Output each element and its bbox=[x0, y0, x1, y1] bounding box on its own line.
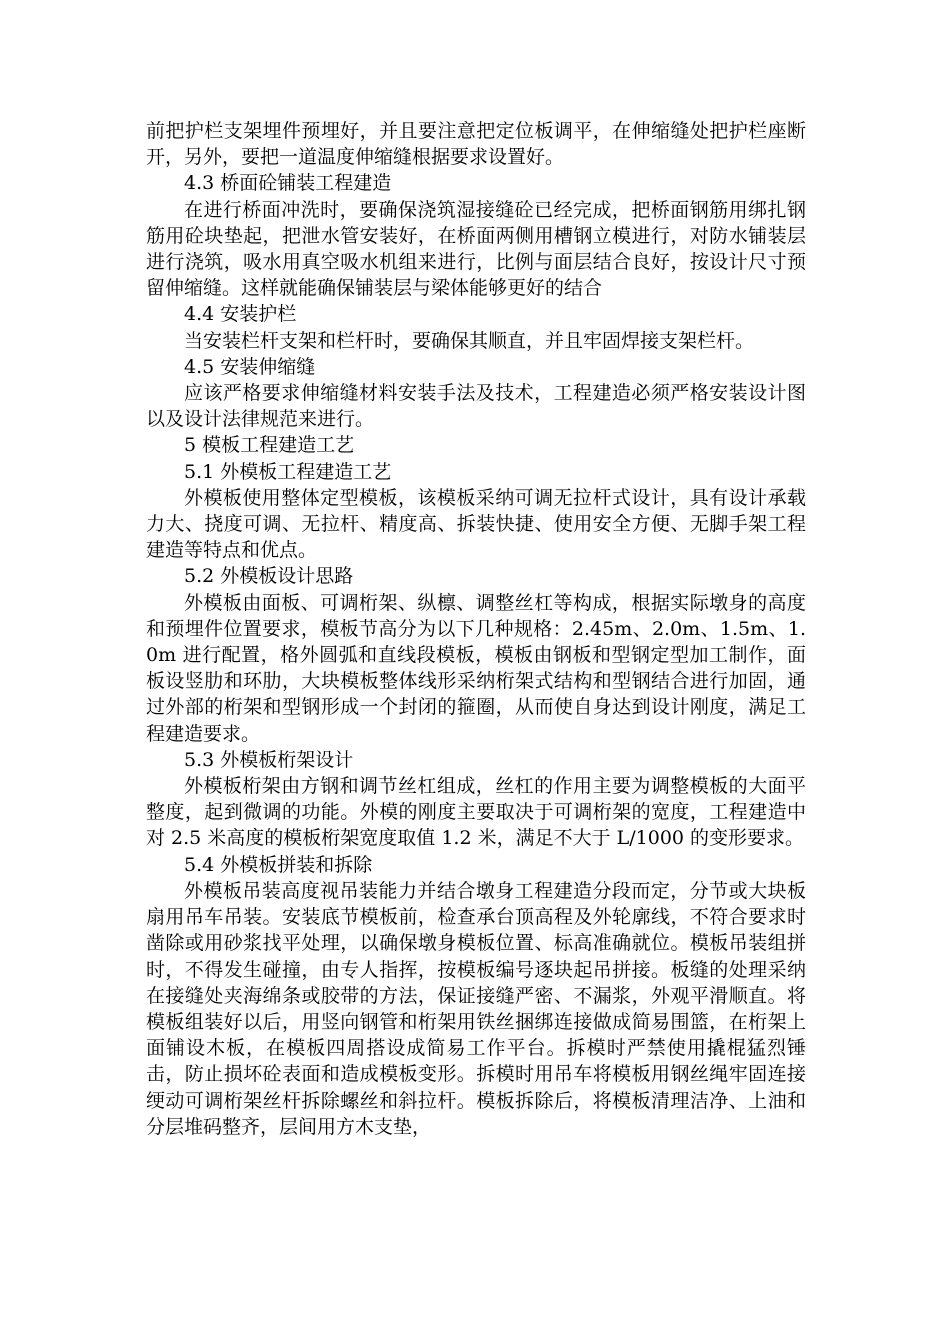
paragraph-continuation: 前把护栏支架埋件预埋好，并且要注意把定位板调平，在伸缩缝处把护栏座断开，另外，要把一道温度伸缩缝根据要求设置好。 bbox=[146, 120, 806, 169]
section-heading-4-5: 4.5 安装伸缩缝 bbox=[184, 355, 316, 378]
paragraph: 应该严格要求伸缩缝材料安装手法及技术，工程建造必须严格安装设计图以及设计法律规范来进行。 bbox=[146, 382, 806, 431]
section-heading-5-1: 5.1 外模板工程建造工艺 bbox=[184, 460, 392, 483]
section-heading-4-3: 4.3 桥面砼铺装工程建造 bbox=[184, 172, 392, 195]
paragraph: 外模板由面板、可调桁架、纵檩、调整丝杠等构成，根据实际墩身的高度和预埋件位置要求，模板节高分为以下几种规格：2.45m、2.0m、1.5m、1.0m 进行配置，格外圆弧和直线段模板，模板由钢板和型钢定型加工制作，面板设竖肋和环肋，大块模板整体线形采纳桁架式结构和型钢结合进行加固，通过外部的桁架和型钢形成一个封闭的箍圈，从而使自身达到设计刚度，满足工程建造要求。 bbox=[146, 591, 806, 745]
paragraph: 外模板桁架由方钢和调节丝杠组成，丝杠的作用主要为调整模板的大面平整度，起到微调的功能。外模的刚度主要取决于可调桁架的宽度，工程建造中对 2.5 米高度的模板桁架宽度取值 1.2 米，满足不大于 L/1000 的变形要求。 bbox=[146, 775, 806, 850]
section-heading-5-4: 5.4 外模板拼装和拆除 bbox=[184, 853, 373, 876]
section-heading-5-3: 5.3 外模板桁架设计 bbox=[184, 748, 354, 771]
document-page bbox=[146, 118, 806, 1140]
section-heading-5: 5 模板工程建造工艺 bbox=[184, 434, 355, 457]
paragraph: 当安装栏杆支架和栏杆时，要确保其顺直，并且牢固焊接支架栏杆。 bbox=[184, 329, 755, 352]
paragraph: 外模板使用整体定型模板，该模板采纳可调无拉杆式设计，具有设计承载力大、挠度可调、无拉杆、精度高、拆装快捷、使用安全方便、无脚手架工程建造等特点和优点。 bbox=[146, 486, 806, 562]
section-heading-5-2: 5.2 外模板设计思路 bbox=[184, 565, 354, 588]
paragraph: 外模板吊装高度视吊装能力并结合墩身工程建造分段而定，分节或大块板扇用吊车吊装。安装底节模板前，检查承台顶高程及外轮廓线，不符合要求时凿除或用砂浆找平处理，以确保墩身模板位置、标高准确就位。模板吊装组拼时，不得发生碰撞，由专人指挥，按模板编号逐块起吊拼接。板缝的处理采纳在接缝处夹海绵条或胶带的方法，保证接缝严密、不漏浆，外观平滑顺直。将模板组装好以后，用竖向钢管和桁架用铁丝捆绑连接做成简易围篮，在桁架上面铺设木板，在模板四周搭设成简易工作平台。拆模时严禁使用撬棍猛烈锤击，防止损坏砼表面和造成模板变形。拆模时用吊车将模板用钢丝绳牢固连接绠动可调桁架丝杆拆除螺丝和斜拉杆。模板拆除后，将模板清理洁净、上油和分层堆码整齐，层间用方木支垫， bbox=[146, 879, 806, 1138]
section-heading-4-4: 4.4 安装护栏 bbox=[184, 303, 297, 326]
paragraph: 在进行桥面冲洗时，要确保浇筑湿接缝砼已经完成，把桥面钢筋用绑扎钢筋用砼块垫起，把泄水管安装好，在桥面两侧用槽钢立模进行，对防水铺装层进行浇筑，吸水用真空吸水机组来进行，比例与面层结合良好，按设计尺寸预留伸缩缝。这样就能确保铺装层与梁体能够更好的结合 bbox=[146, 198, 806, 300]
